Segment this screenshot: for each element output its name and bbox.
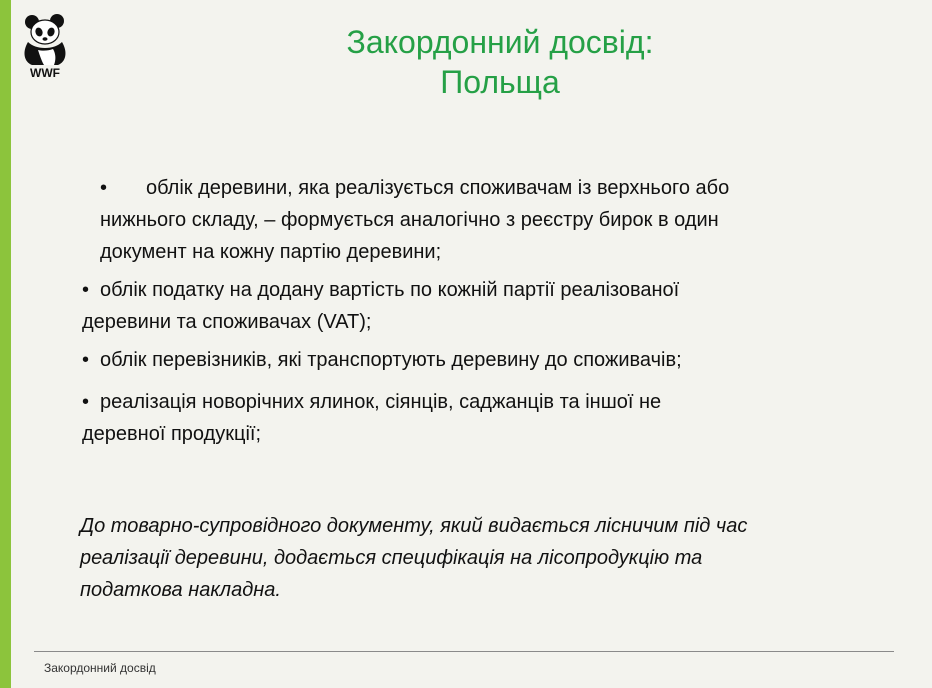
note-line: податкова накладна. xyxy=(80,579,281,601)
bullet-item xyxy=(82,386,862,450)
wwf-logo xyxy=(20,12,70,86)
note-paragraph xyxy=(80,510,880,606)
bullet-item xyxy=(82,344,862,376)
bullet-marker: • xyxy=(100,177,108,199)
note-line: До товарно-супровідного документу, який видається лісничим під час xyxy=(80,515,748,537)
bullet-marker: • xyxy=(82,349,90,371)
slide-title xyxy=(200,22,800,102)
bullet-marker: • xyxy=(82,391,90,413)
footer-divider xyxy=(34,651,894,652)
left-accent-bar xyxy=(0,0,11,688)
bullet-marker: • xyxy=(82,279,90,301)
bullet-line: деревини та споживачах (VAT); xyxy=(82,311,372,333)
bullet-item xyxy=(82,274,862,338)
bullet-line: деревної продукції; xyxy=(82,423,262,445)
logo-text: WWF xyxy=(30,66,60,80)
bullet-line: облік перевізників, які транспортують деревину до споживачів; xyxy=(100,349,682,371)
bullet-line: облік податку на додану вартість по кожній партії реалізованої xyxy=(100,279,680,301)
bullet-line: документ на кожну партію деревини; xyxy=(100,241,442,263)
bullet-item xyxy=(100,172,860,268)
note-line: реалізації деревини, додається специфікація на лісопродукцію та xyxy=(80,547,703,569)
bullet-line: облік деревини, яка реалізується споживачам із верхнього або xyxy=(146,177,730,199)
bullet-line: нижнього складу, – формується аналогічно з реєстру бирок в один xyxy=(100,209,719,231)
footer-text: Закордонний досвід xyxy=(44,661,156,675)
panda-icon xyxy=(20,12,70,66)
title-line-1: Закордонний досвід: xyxy=(346,24,654,60)
title-line-2: Польща xyxy=(440,64,560,100)
bullet-line: реалізація новорічних ялинок, сіянців, саджанців та іншої не xyxy=(100,391,662,413)
